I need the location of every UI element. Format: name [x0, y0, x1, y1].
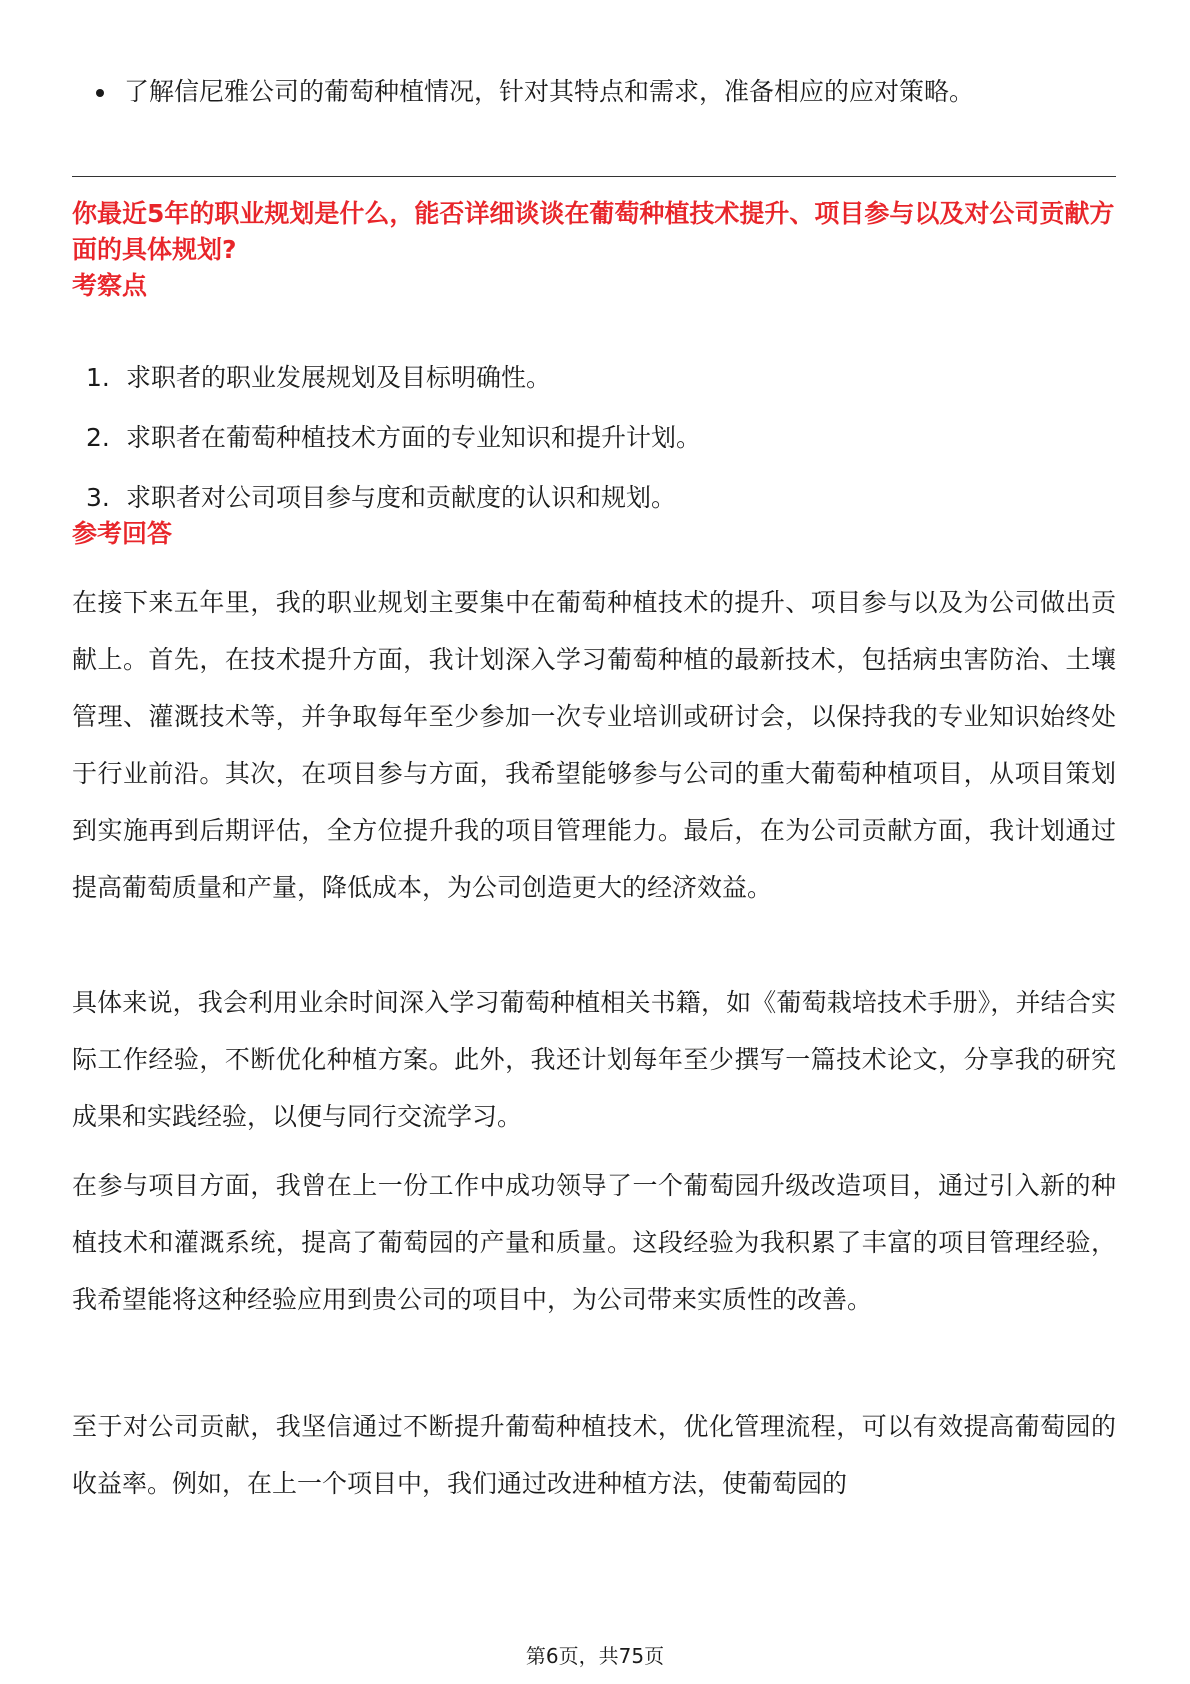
list-item: [86, 418, 1116, 478]
list-text: 求职者的职业发展规划及目标明确性。: [126, 363, 552, 392]
bullet-dot-icon: [96, 89, 104, 97]
top-bullet-item: [96, 72, 1116, 112]
list-number: 3.: [86, 483, 110, 512]
list-number: 1.: [86, 363, 110, 392]
focus-section-title: 考察点: [72, 271, 148, 300]
section-divider: [72, 176, 1116, 177]
list-text: 求职者在葡萄种植技术方面的专业知识和提升计划。: [126, 423, 702, 452]
list-item: [86, 478, 1116, 538]
answer-paragraph: 具体来说，我会利用业余时间深入学习葡萄种植相关书籍，如《葡萄栽培技术手册》，并结合实际工作经验，不断优化种植方案。此外，我还计划每年至少撰写一篇技术论文，分享我的研究成果和实践经验，以便与同行交流学习。: [72, 988, 1116, 1131]
focus-points-list: [86, 358, 1116, 538]
list-number: 2.: [86, 423, 110, 452]
list-item: [86, 358, 1116, 418]
page-footer: 第6页，共75页: [525, 1644, 665, 1668]
question-heading: 你最近5年的职业规划是什么，能否详细谈谈在葡萄种植技术提升、项目参与以及对公司贡献方面的具体规划?: [72, 199, 1115, 264]
answer-paragraph: 在接下来五年里，我的职业规划主要集中在葡萄种植技术的提升、项目参与以及为公司做出贡献上。首先，在技术提升方面，我计划深入学习葡萄种植的最新技术，包括病虫害防治、土壤管理、灌溉技术等，并争取每年至少参加一次专业培训或研讨会，以保持我的专业知识始终处于行业前沿。其次，在项目参与方面，我希望能够参与公司的重大葡萄种植项目，从项目策划到实施再到后期评估，全方位提升我的项目管理能力。最后，在为公司贡献方面，我计划通过提高葡萄质量和产量，降低成本，为公司创造更大的经济效益。: [72, 588, 1116, 902]
answer-section-title: 参考回答: [72, 519, 173, 548]
answer-paragraph: 在参与项目方面，我曾在上一份工作中成功领导了一个葡萄园升级改造项目，通过引入新的种植技术和灌溉系统，提高了葡萄园的产量和质量。这段经验为我积累了丰富的项目管理经验，我希望能将这种经验应用到贵公司的项目中，为公司带来实质性的改善。: [72, 1171, 1116, 1314]
answer-paragraph: 至于对公司贡献，我坚信通过不断提升葡萄种植技术，优化管理流程，可以有效提高葡萄园的收益率。例如，在上一个项目中，我们通过改进种植方法，使葡萄园的: [72, 1412, 1116, 1498]
bullet-text: 了解信尼雅公司的葡萄种植情况，针对其特点和需求，准备相应的应对策略。: [124, 77, 975, 106]
list-text: 求职者对公司项目参与度和贡献度的认识和规划。: [126, 483, 677, 512]
